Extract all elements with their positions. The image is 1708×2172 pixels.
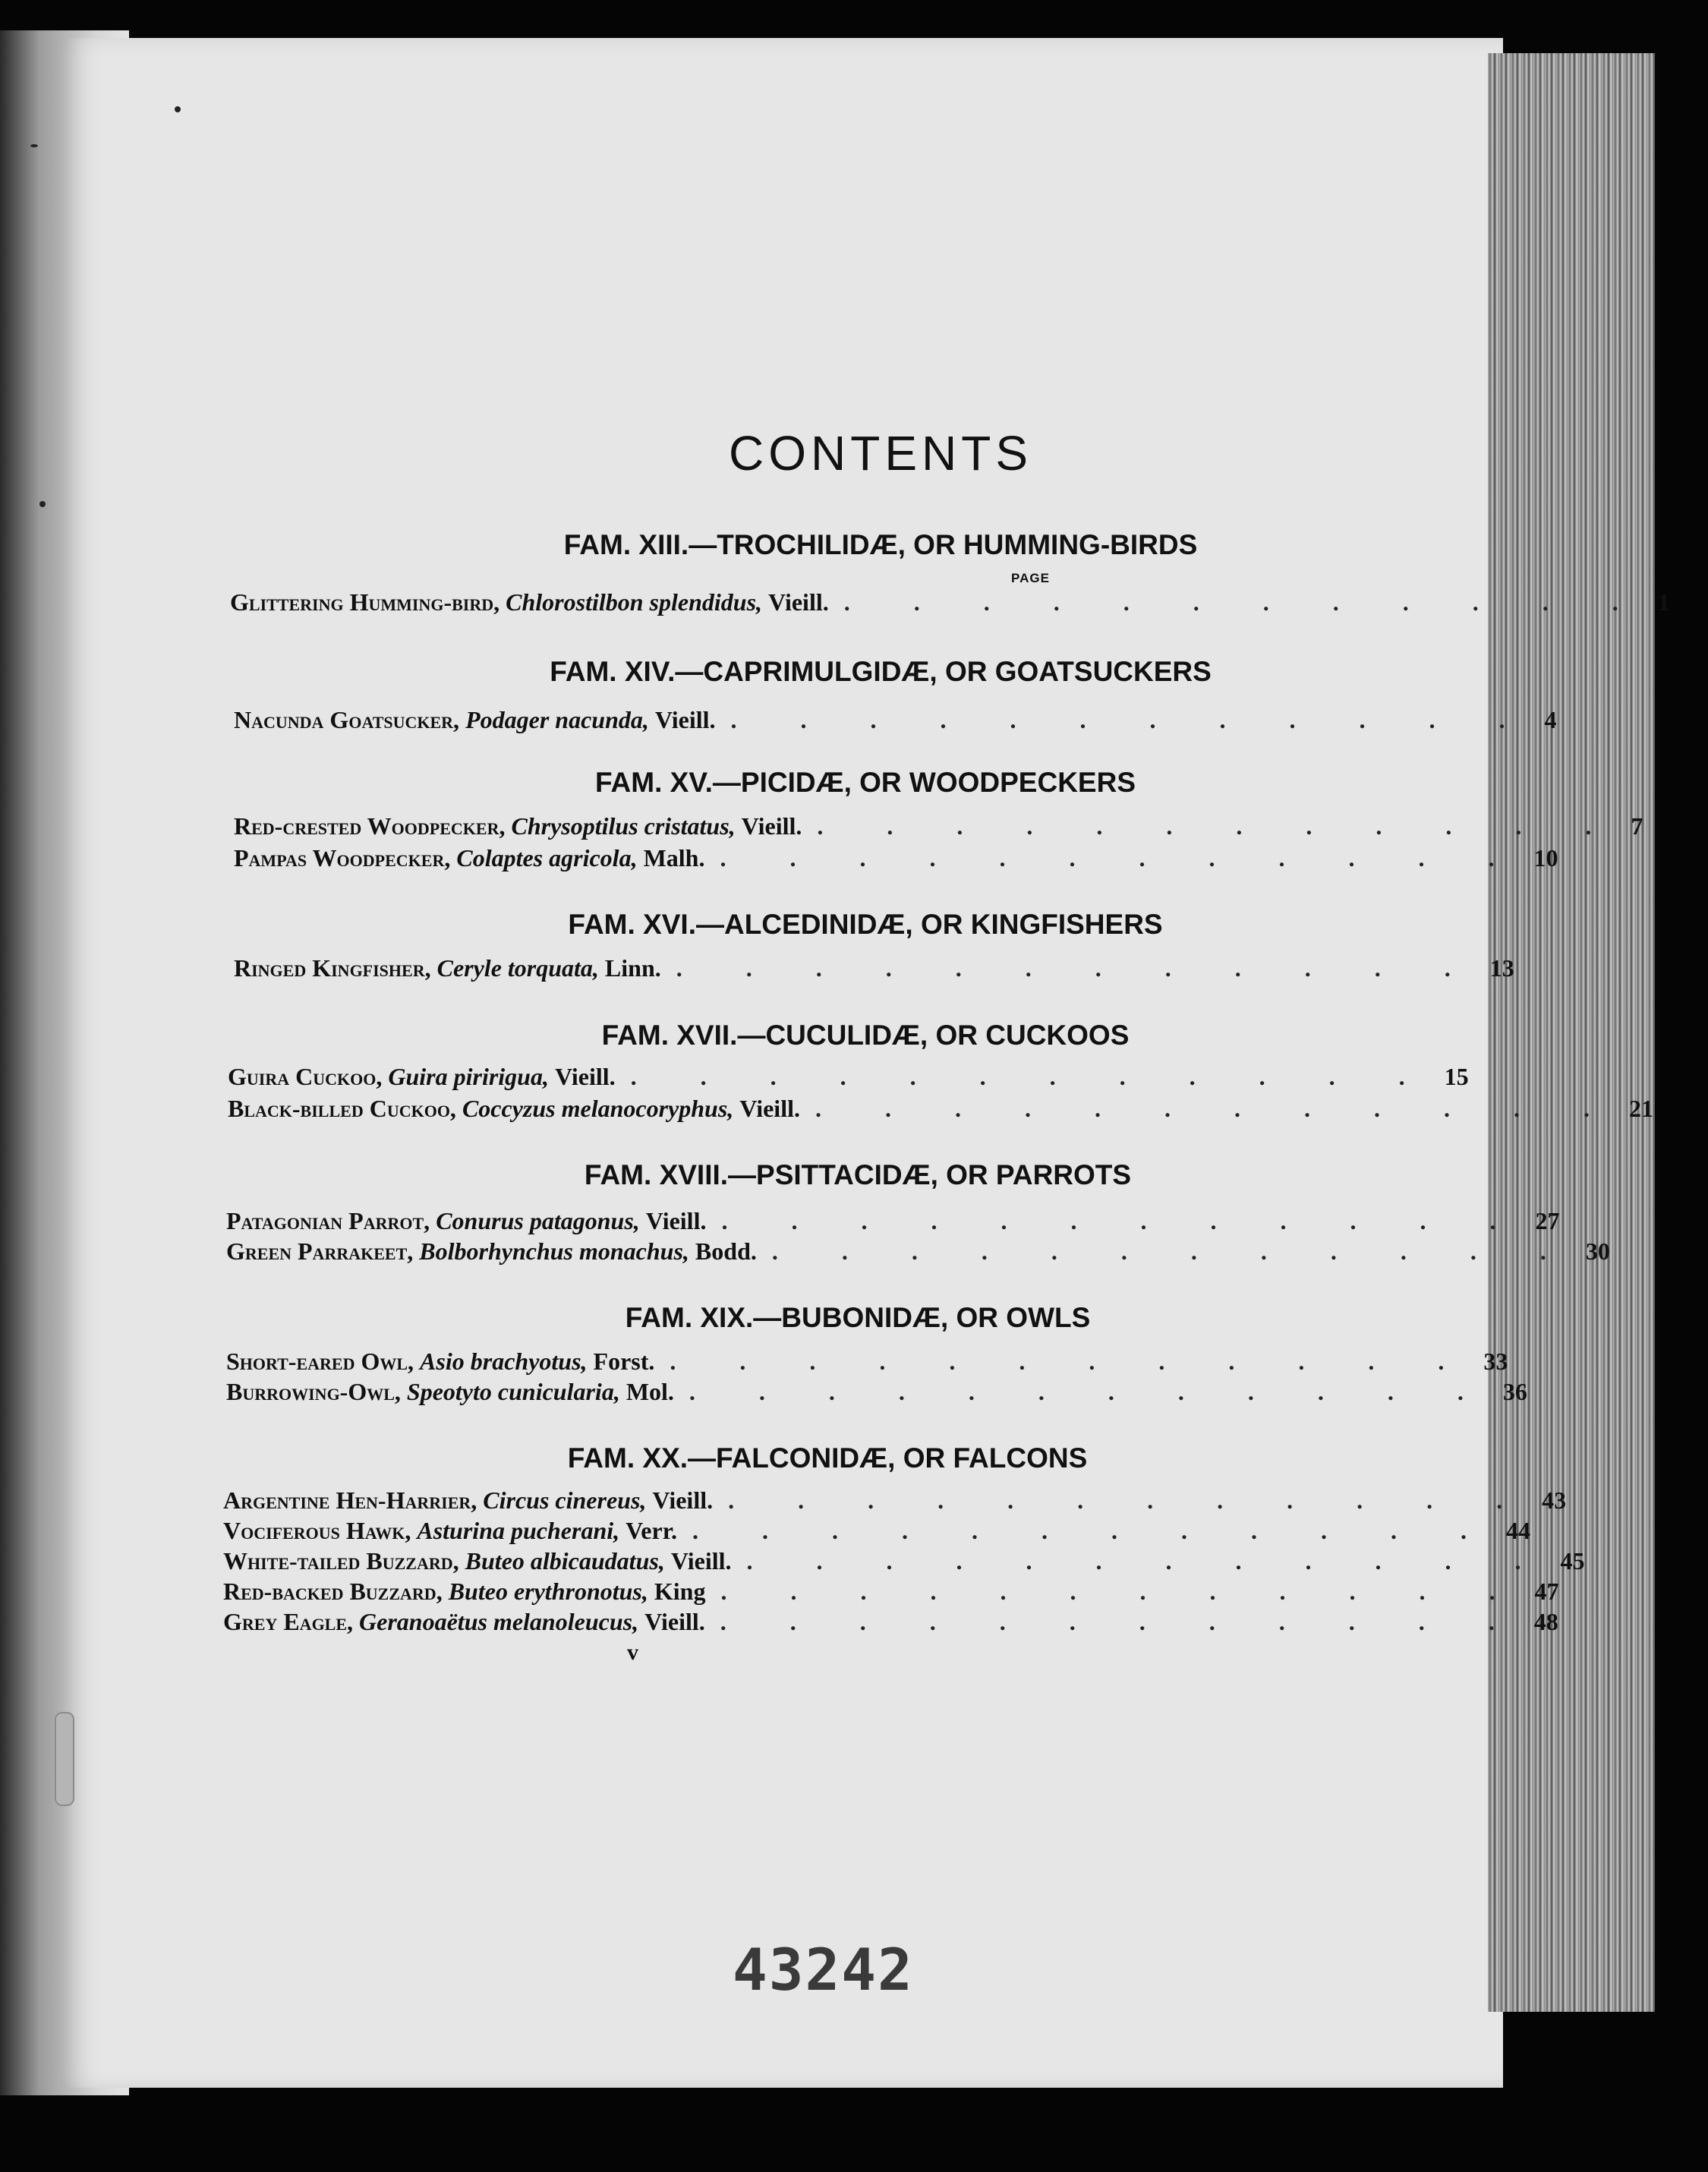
common-name: Ringed Kingfisher,	[234, 954, 431, 982]
toc-entry	[228, 1063, 1469, 1093]
family-heading: FAM. XV.—PICIDÆ, OR WOODPECKERS	[595, 767, 1136, 798]
page-number: 27	[1535, 1207, 1560, 1234]
common-name: Glittering Humming-bird,	[230, 588, 500, 616]
author: King	[654, 1578, 706, 1605]
toc-entry	[223, 1486, 1567, 1517]
scientific-name: Coccyzus melanocoryphus,	[462, 1095, 734, 1122]
author: Forst.	[593, 1348, 655, 1375]
toc-entry	[226, 1378, 1527, 1408]
common-name: White-tailed Buzzard,	[223, 1547, 459, 1575]
common-name: Argentine Hen-Harrier,	[223, 1486, 477, 1514]
page-column-label: PAGE	[1011, 571, 1050, 585]
author: Bodd.	[695, 1237, 757, 1265]
family-heading: FAM. XIII.—TROCHILIDÆ, OR HUMMING-BIRDS	[563, 529, 1198, 560]
page-number: 33	[1483, 1348, 1508, 1375]
leader-dots: . . . . . . . . . . . .	[728, 1486, 1532, 1514]
author: Vieill.	[670, 1547, 732, 1575]
page-number: 1	[1657, 588, 1670, 616]
author: Linn.	[604, 954, 661, 982]
leader-dots: . . . . . . . . . . . .	[771, 1237, 1575, 1265]
leader-dots: . . . . . . . . . . . .	[720, 1608, 1524, 1635]
page-number: 47	[1534, 1578, 1559, 1605]
toc-entry	[226, 1237, 1610, 1268]
family-heading: FAM. XVII.—CUCULIDÆ, OR CUCKOOS	[601, 1020, 1130, 1051]
common-name: Short-eared Owl,	[226, 1348, 414, 1375]
leader-dots: . . . . . . . . . . . .	[817, 812, 1621, 840]
scientific-name: Podager nacunda,	[465, 706, 649, 733]
scientific-name: Circus cinereus,	[483, 1486, 647, 1514]
margin-speck	[175, 106, 181, 112]
leader-dots: . . . . . . . . . . . .	[676, 954, 1480, 982]
scientific-name: Buteo albicaudatus,	[465, 1547, 665, 1575]
common-name: Red-crested Woodpecker,	[234, 812, 506, 840]
toc-entry	[223, 1517, 1530, 1547]
page-number: 43	[1542, 1486, 1567, 1514]
scientific-name: Chrysoptilus cristatus,	[511, 812, 736, 840]
toc-entry	[234, 954, 1514, 985]
toc-entry	[223, 1578, 1559, 1608]
scientific-name: Asio brachyotus,	[420, 1348, 588, 1375]
toc-entry	[228, 1095, 1653, 1125]
page-number: 4	[1544, 706, 1557, 733]
author: Vieill.	[741, 812, 802, 840]
leader-dots: . . . . . . . . . . . .	[692, 1517, 1495, 1544]
leader-dots: . . . . . . . . . . . .	[730, 706, 1534, 733]
author: Vieill.	[652, 1486, 714, 1514]
scientific-name: Colaptes agricola,	[456, 844, 638, 872]
family-heading: FAM. XIX.—BUBONIDÆ, OR OWLS	[625, 1302, 1091, 1333]
page-number: 13	[1489, 954, 1514, 982]
accession-stamp: 43242	[733, 1936, 914, 2003]
page-number: 36	[1502, 1378, 1527, 1405]
scientific-name: Chlorostilbon splendidus,	[506, 588, 763, 616]
leader-dots: . . . . . . . . . . . .	[670, 1348, 1473, 1375]
scientific-name: Geranoaëtus melanoleucus,	[359, 1608, 639, 1635]
common-name: Nacunda Goatsucker,	[234, 706, 460, 733]
common-name: Green Parrakeet,	[226, 1237, 414, 1265]
author: Vieill.	[645, 1207, 707, 1234]
family-heading: FAM. XX.—FALCONIDÆ, OR FALCONS	[567, 1442, 1088, 1474]
page-number: 21	[1628, 1095, 1653, 1122]
page-number: 7	[1631, 812, 1643, 840]
leader-dots: . . . . . . . . . . . .	[746, 1547, 1550, 1575]
family-heading: FAM. XVIII.—PSITTACIDÆ, OR PARROTS	[584, 1159, 1132, 1190]
page-number: 44	[1505, 1517, 1530, 1544]
author: Vieill.	[644, 1608, 705, 1635]
leader-dots: . . . . . . . . . . . .	[630, 1063, 1434, 1090]
author: Mol.	[626, 1378, 674, 1405]
author: Vieill.	[739, 1095, 800, 1122]
page-number: 15	[1444, 1063, 1469, 1090]
leader-dots: . . . . . . . . . . . .	[721, 1207, 1525, 1234]
page-number: 10	[1533, 844, 1558, 872]
margin-speck	[30, 144, 38, 147]
leader-dots: . . . . . . . . . . . .	[815, 1095, 1618, 1122]
leader-dots: . . . . . . . . . . . .	[689, 1378, 1492, 1405]
scientific-name: Speotyto cunicularia,	[406, 1378, 620, 1405]
author: Vieill.	[768, 588, 829, 616]
scientific-name: Guira piririgua,	[388, 1063, 549, 1090]
common-name: Grey Eagle,	[223, 1608, 354, 1635]
toc-entry	[226, 1348, 1508, 1378]
common-name: Vociferous Hawk,	[223, 1517, 411, 1544]
common-name: Red-backed Buzzard,	[223, 1578, 443, 1605]
page-folio: v	[627, 1640, 638, 1665]
scientific-name: Ceryle torquata,	[436, 954, 599, 982]
margin-speck	[39, 501, 46, 507]
toc-entry	[223, 1608, 1558, 1638]
author: Vieill.	[654, 706, 716, 733]
leader-dots: . . . . . . . . . . . .	[720, 844, 1524, 872]
toc-entry	[223, 1547, 1585, 1578]
author: Vieill.	[554, 1063, 616, 1090]
scientific-name: Buteo erythronotus,	[448, 1578, 648, 1605]
toc-entry	[234, 706, 1557, 736]
scientific-name: Bolborhynchus monachus,	[419, 1237, 689, 1265]
scientific-name: Asturina pucherani,	[417, 1517, 620, 1544]
common-name: Patagonian Parrot,	[226, 1207, 430, 1234]
scientific-name: Conurus patagonus,	[436, 1207, 640, 1234]
author: Malh.	[643, 844, 705, 872]
family-heading: FAM. XIV.—CAPRIMULGIDÆ, OR GOATSUCKERS	[550, 656, 1212, 687]
margin-tab	[55, 1712, 74, 1806]
family-heading: FAM. XVI.—ALCEDINIDÆ, OR KINGFISHERS	[568, 909, 1163, 940]
page-number: 48	[1533, 1608, 1558, 1635]
page-title: CONTENTS	[729, 426, 1032, 481]
leader-dots: . . . . . . . . . . . .	[720, 1578, 1524, 1605]
page-number: 45	[1560, 1547, 1585, 1575]
common-name: Guira Cuckoo,	[228, 1063, 383, 1090]
common-name: Black-billed Cuckoo,	[228, 1095, 456, 1122]
page-number: 30	[1585, 1237, 1610, 1265]
toc-entry	[234, 812, 1643, 843]
leader-dots: . . . . . . . . . . . .	[843, 588, 1647, 616]
common-name: Burrowing-Owl,	[226, 1378, 401, 1405]
author: Verr.	[626, 1517, 677, 1544]
common-name: Pampas Woodpecker,	[234, 844, 451, 872]
toc-entry	[226, 1207, 1560, 1237]
toc-entry	[230, 588, 1670, 619]
toc-entry	[234, 844, 1558, 875]
